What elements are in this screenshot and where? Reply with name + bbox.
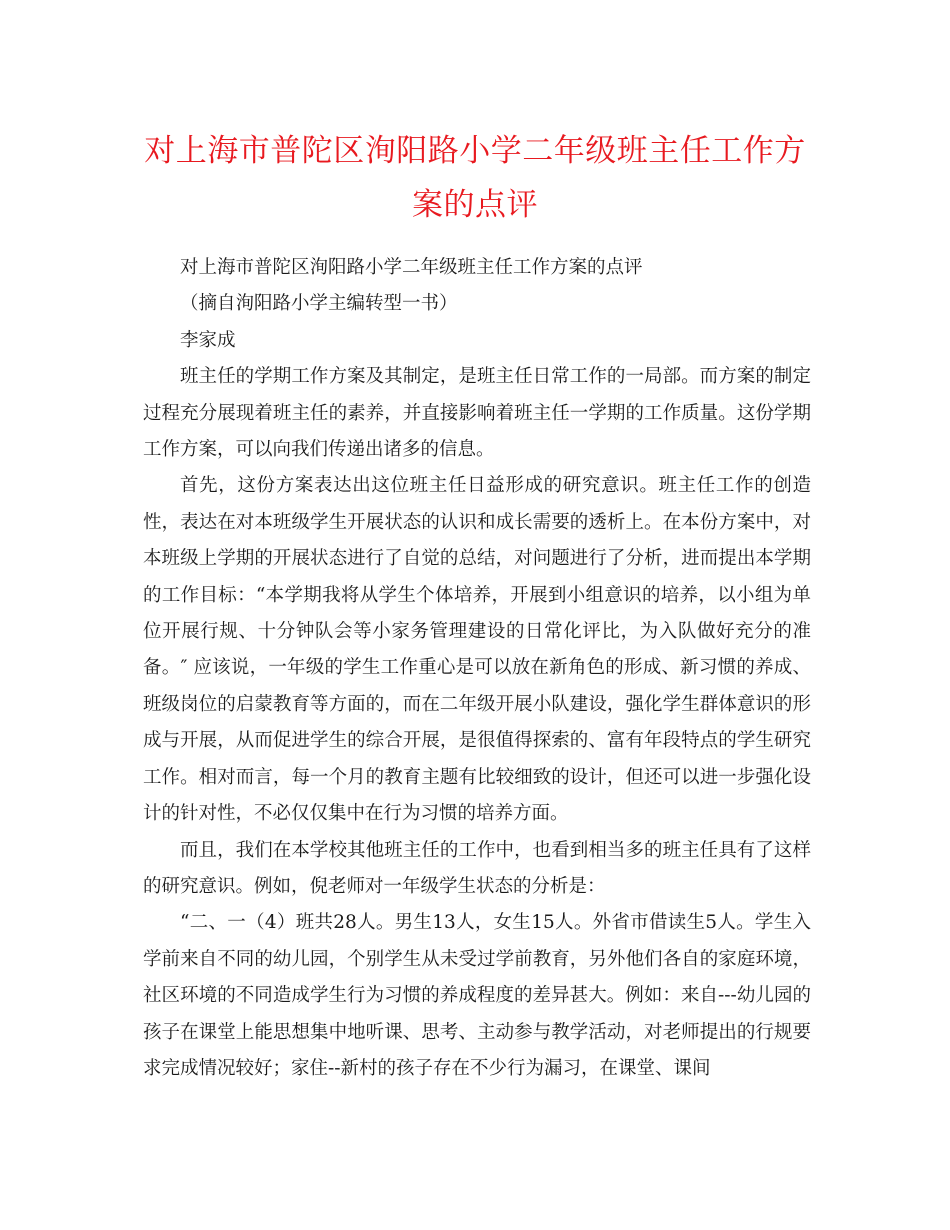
document-body (143, 250, 811, 1087)
paragraph-repeat-title: 对上海市普陀区洵阳路小学二年级班主任工作方案的点评 (180, 257, 643, 278)
paragraph-quote-class-analysis: “二、一（4）班共28人。男生13人，女生15人。外省市借读生5人。学生入学前来自不同的幼儿园，个别学生从未受过学前教育，另外他们各自的家庭环境，社区环境的不同造成学生行为习惯的养成程度的差异甚大。例如：来自---幼儿园的孩子在课堂上能思想集中地听课、思考、主动参与教学活动，对老师提出的行规要求完成情况较好；家住--新村的孩子存在不少行为漏习，在课堂、课间 (143, 912, 811, 1079)
paragraph-source-note: （摘自洵阳路小学主编转型一书） (180, 293, 458, 315)
paragraph-author: 李家成 (180, 329, 236, 351)
paragraph-other-teachers: 而且，我们在本学校其他班主任的工作中，也看到相当多的班主任具有了这样的研究意识。例如，倪老师对一年级学生状态的分析是： (143, 839, 811, 897)
paragraph-first-point: 首先，这份方案表达出这位班主任日益形成的研究意识。班主任工作的创造性，表达在对本班级学生开展状态的认识和成长需要的透析上。在本份方案中，对本班级上学期的开展状态进行了自觉的总结，对问题进行了分析，进而提出本学期的工作目标：“本学期我将从学生个体培养，开展到小组意识的培养，以小组为单位开展行规、十分钟队会等小家务管理建设的日常化评比，为入队做好充分的准备。″ 应该说，一年级的学生工作重心是可以放在新角色的形成、新习惯的养成、班级岗位的启蒙教育等方面的，而在二年级开展小队建设，强化学生群体意识的形成与开展，从而促进学生的综合开展，是很值得探索的、富有年段特点的学生研究工作。相对而言，每一个月的教育主题有比较细致的设计，但还可以进一步强化设计的针对性，不必仅仅集中在行为习惯的培养方面。 (143, 475, 811, 825)
paragraph-intro: 班主任的学期工作方案及其制定，是班主任日常工作的一局部。而方案的制定过程充分展现着班主任的素养，并直接影响着班主任一学期的工作质量。这份学期工作方案，可以向我们传递出诸多的信息。 (143, 366, 811, 461)
document-title: 对上海市普陀区洵阳路小学二年级班主任工作方案的点评 (144, 133, 806, 223)
